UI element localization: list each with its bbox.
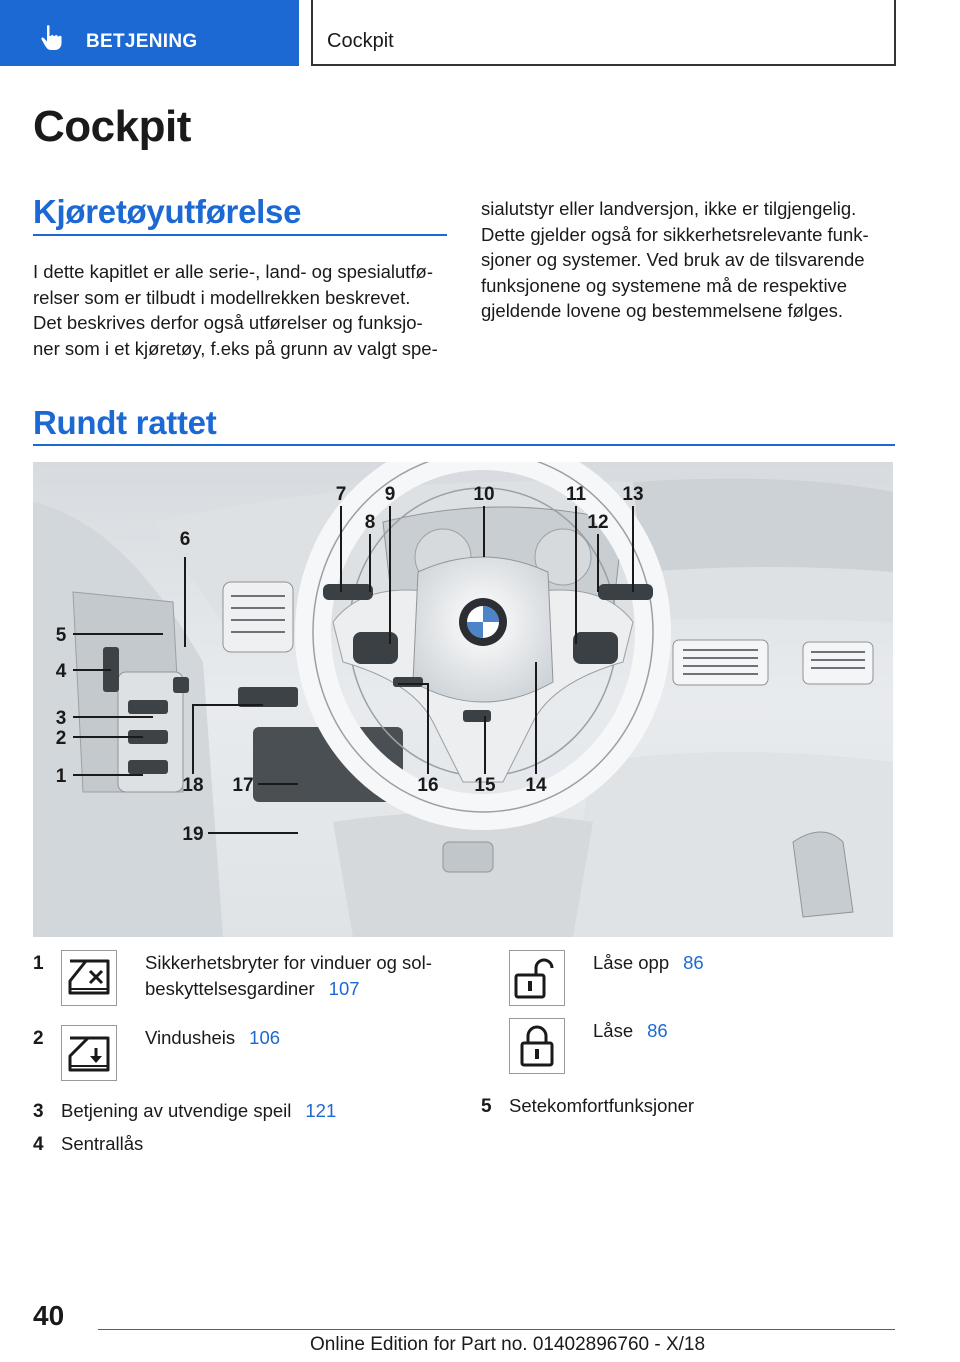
legend-text: beskyttelsesgardiner — [145, 978, 315, 999]
text-line: gjeldende lovene og bestemmelsene følges. — [481, 300, 844, 322]
callout-13: 13 — [622, 484, 644, 505]
chapter-label: Cockpit — [327, 30, 394, 52]
chapter-header — [311, 0, 896, 66]
callout-1: 1 — [55, 766, 67, 787]
legend-text: Sikkerhetsbryter for vinduer og sol- — [145, 952, 432, 973]
legend-text: Setekomfortfunksjoner — [509, 1095, 695, 1116]
legend-text: Sentrallås — [61, 1133, 144, 1154]
cockpit-illustration — [33, 462, 893, 937]
callout-18: 18 — [182, 775, 204, 796]
legend-num-2: 2 — [33, 1028, 44, 1049]
legend-item-2 — [145, 1025, 280, 1051]
page-ref-link[interactable]: 107 — [328, 978, 360, 999]
page-ref-link[interactable]: 86 — [647, 1020, 668, 1041]
footer-rule — [98, 1329, 895, 1330]
callout-2: 2 — [55, 728, 67, 749]
page-title: Cockpit — [33, 102, 191, 151]
section-rule-steering-wheel — [33, 444, 895, 446]
callout-6: 6 — [179, 529, 191, 550]
callout-7: 7 — [335, 484, 347, 505]
section-rule-version — [33, 234, 447, 236]
text-line: ner som i et kjøretøy, f.eks på grunn av valgt spe- — [33, 337, 438, 359]
footer-edition: Online Edition for Part no. 01402896760 - X/18 — [310, 1334, 706, 1355]
page-ref-link[interactable]: 86 — [683, 952, 704, 973]
version-text-right — [481, 196, 869, 324]
pointing-hand-icon — [38, 24, 66, 52]
text-line: relser som er tilbudt i modellrekken beskrevet. — [33, 286, 411, 308]
version-text-left — [33, 259, 438, 361]
callout-14: 14 — [525, 775, 547, 796]
page-ref-link[interactable]: 121 — [305, 1100, 337, 1121]
callout-16: 16 — [417, 775, 439, 796]
legend-text: Låse opp — [593, 952, 670, 973]
text-line: Det beskrives derfor også utførelser og funksjo- — [33, 312, 423, 334]
legend-text: Vindusheis — [145, 1027, 236, 1048]
page-number: 40 — [33, 1300, 65, 1331]
legend-num-1: 1 — [33, 953, 44, 974]
callout-3: 3 — [55, 708, 67, 729]
lock-icon — [509, 1018, 565, 1074]
legend-item-1 — [145, 950, 432, 1002]
section-title-version: Kjøretøyutførelse — [33, 193, 302, 230]
text-line: sialutstyr eller landversjon, ikke er tilgjengelig. — [481, 198, 857, 219]
text-line: I dette kapitlet er alle serie-, land- og spesialutfø- — [33, 261, 433, 282]
callout-11: 11 — [565, 484, 587, 505]
legend-num-4: 4 — [33, 1134, 44, 1155]
text-line: sjoner og systemer. Ved bruk av de tilsvarende — [481, 249, 865, 271]
section-title-steering-wheel: Rundt rattet — [33, 404, 217, 441]
callout-4: 4 — [55, 661, 67, 682]
page-ref-link[interactable]: 106 — [249, 1027, 281, 1048]
callout-10: 10 — [473, 484, 495, 505]
legend-num-5: 5 — [481, 1096, 492, 1117]
text-line: funksjonene og systemene må de respektive — [481, 274, 848, 296]
callout-9: 9 — [384, 484, 396, 505]
callout-15: 15 — [474, 775, 496, 796]
callout-12: 12 — [587, 512, 609, 533]
section-tab-label: BETJENING — [86, 31, 198, 52]
legend-item-4 — [61, 1131, 143, 1157]
window-lock-icon — [61, 950, 117, 1006]
cockpit-drawing — [33, 462, 893, 937]
callout-17: 17 — [232, 775, 254, 796]
legend-text: Låse — [593, 1020, 634, 1041]
unlock-icon — [509, 950, 565, 1006]
window-down-icon — [61, 1025, 117, 1081]
legend-num-3: 3 — [33, 1101, 44, 1122]
legend-item-4-lock — [593, 1018, 668, 1044]
legend-item-3 — [61, 1098, 336, 1124]
text-line: Dette gjelder også for sikkerhetsrelevante funk- — [481, 223, 869, 245]
section-tab[interactable] — [0, 0, 299, 66]
callout-5: 5 — [55, 625, 67, 646]
callout-19: 19 — [182, 824, 204, 845]
callout-8: 8 — [364, 512, 376, 533]
legend-item-4-unlock — [593, 950, 704, 976]
legend-text: Betjening av utvendige speil — [61, 1100, 292, 1121]
legend-item-5 — [509, 1093, 694, 1119]
